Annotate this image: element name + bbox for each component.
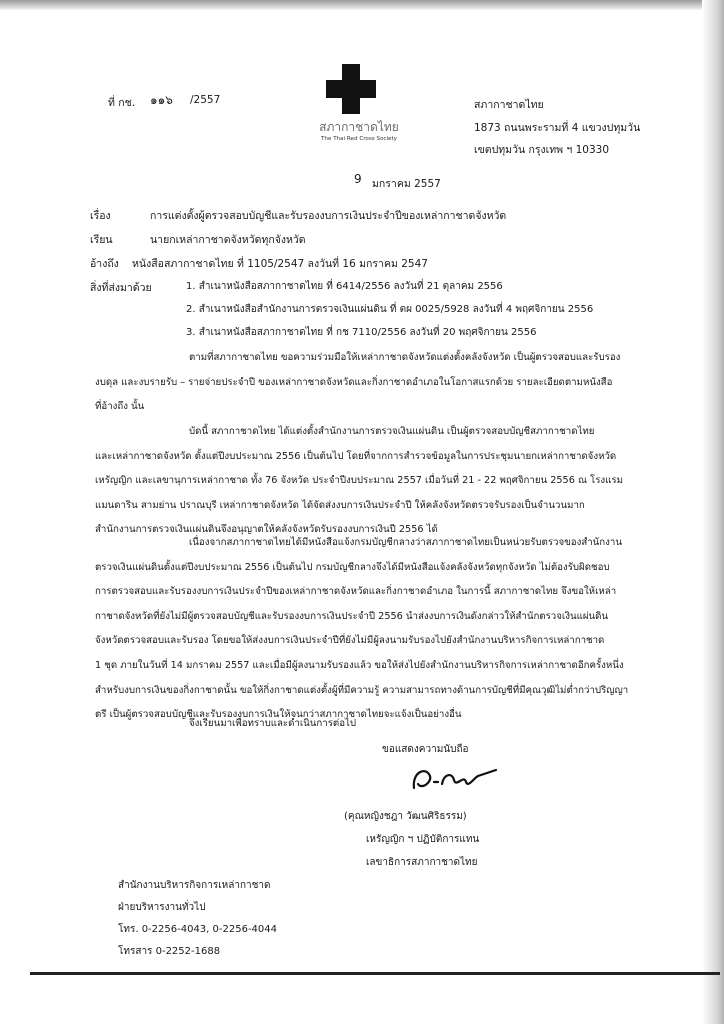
enclosure-item: 3. สำเนาหนังสือสภากาชาดไทย ที่ กช 7110/2556 ลงวันที่ 20 พฤศจิกายน 2556 [186, 327, 537, 338]
signer-name: (คุณหญิงชฎา วัฒนศิริธรรม) [344, 811, 467, 822]
body-line: ตามที่สภากาชาดไทย ขอความร่วมมือให้เหล่ากาชาดจังหวัดแต่งตั้งคลังจังหวัด เป็นผู้ตรวจสอบและรับรอง [189, 352, 621, 363]
to-text: นายกเหล่ากาชาดจังหวัดทุกจังหวัด [150, 234, 306, 246]
body-paragraph-2 [95, 420, 651, 543]
reference-label: ที่ กช. [108, 97, 136, 109]
closing-salutation: ขอแสดงความนับถือ [382, 744, 469, 755]
reference-year: /2557 [190, 94, 221, 106]
body-line: แมนดาริน สามย่าน ปราณบุรี เหล่ากาชาดจังหวัด ได้จัดส่งงบการเงินประจำปี ให้คลังจังหวัดตรวจรับรองเป็นจำนวนมาก [95, 499, 585, 511]
footer-department: สำนักงานบริหารกิจการเหล่ากาชาด [118, 880, 271, 891]
footer-fax: โทรสาร 0-2252-1688 [118, 946, 221, 957]
reference-doc-text: หนังสือสภากาชาดไทย ที่ 1105/2547 ลงวันที่ 16 มกราคม 2547 [132, 258, 428, 270]
thai-red-cross-logo [314, 60, 404, 160]
enclosure-item: 1. สำเนาหนังสือสภากาชาดไทย ที่ 6414/2556 ลงวันที่ 21 ตุลาคม 2556 [186, 281, 503, 292]
body-paragraph-4 [95, 712, 651, 737]
red-cross-icon-bar [326, 80, 376, 98]
org-address-line2: เขตปทุมวัน กรุงเทพ ฯ 10330 [474, 144, 610, 156]
body-line: เนื่องจากสภากาชาดไทยได้มีหนังสือแจ้งกรมบัญชีกลางว่าสภากาชาดไทยเป็นหน่วยรับตรวจของสำนักงาน [189, 537, 622, 548]
org-address-line1: 1873 ถนนพระรามที่ 4 แขวงปทุมวัน [474, 122, 641, 134]
logo-thai-name: สภากาชาดไทย [319, 120, 399, 134]
body-line: ที่อ้างถึง นั้น [95, 401, 145, 413]
reference-doc-label: อ้างถึง [90, 258, 119, 270]
footer-telephone: โทร. 0-2256-4043, 0-2256-4044 [118, 924, 278, 935]
date-month-year: มกราคม 2557 [372, 178, 441, 190]
subject-text: การแต่งตั้งผู้ตรวจสอบบัญชีและรับรองงบการเงินประจำปีของเหล่ากาชาดจังหวัด [150, 210, 507, 222]
body-line: การตรวจสอบและรับรองงบการเงินประจำปีของเหล่ากาชาดจังหวัดและกิ่งกาชาดอำเภอ ในการนี้ สภากาชาดไทย จึงขอให้เหล่า [95, 586, 617, 598]
enclosure-item: 2. สำเนาหนังสือสำนักงานการตรวจเงินแผ่นดิน ที่ ตผ 0025/5928 ลงวันที่ 4 พฤศจิกายน 2556 [186, 304, 594, 315]
body-line: งบดุล และงบรายรับ – รายจ่ายประจำปี ของเหล่ากาชาดจังหวัดและกิ่งกาชาดอำเภอในโอกาสแรกด้วย รายละเอียดตามหนังสือ [95, 376, 613, 388]
enclosures-label: สิ่งที่ส่งมาด้วย [90, 282, 152, 294]
subject-label: เรื่อง [90, 210, 111, 222]
footer-division: ฝ่ายบริหารงานทั่วไป [118, 902, 206, 913]
body-line: กาชาดจังหวัดที่ยังไม่มีผู้ตรวจสอบบัญชีและรับรองงบการเงินประจำปี 2556 นำส่งงบการเงินดังกล่าวให้สำนักตรวจเงินแผ่นดิน [95, 610, 609, 622]
date-day: 9 [354, 172, 362, 186]
logo-english-name: The Thai Red Cross Society [321, 136, 397, 142]
reference-number: ๑๑๖ [150, 93, 173, 107]
body-line: สำหรับงบการเงินของกิ่งกาชาดนั้น ขอให้กิ่งกาชาดแต่งตั้งผู้ที่มีความรู้ ความสามารถทางด้านการบัญชีที่มีคุณวุฒิไม่ต่ำกว่าปริญญา [95, 684, 629, 696]
body-line: เหรัญญิก และเลขานุการเหล่ากาชาด ทั้ง 76 จังหวัด ประจำปีงบประมาณ 2557 เมื่อวันที่ 21 - 22 พฤศจิกายน 2556 ณ โรงแรม [95, 475, 623, 487]
body-line: จังหวัดตรวจสอบและรับรอง โดยขอให้ส่งงบการเงินประจำปีที่ยังไม่มีผู้ลงนามรับรองไปยังสำนักงานบริหารกิจการเหล่ากาชาด [95, 635, 605, 647]
org-name: สภากาชาดไทย [474, 99, 544, 111]
signature-mark [404, 760, 504, 800]
to-label: เรียน [90, 234, 113, 246]
signer-title-1: เหรัญญิก ฯ ปฏิบัติการแทน [366, 834, 480, 845]
body-line: สำนักงานการตรวจเงินแผ่นดินจึงอนุญาตให้คลังจังหวัดรับรองงบการเงินปี 2556 ได้ [95, 524, 438, 536]
scan-edge-right [702, 0, 724, 1024]
body-line: และเหล่ากาชาดจังหวัด ตั้งแต่ปีงบประมาณ 2556 เป็นต้นไป โดยที่จากการสำรวจข้อมูลในการประชุมนายกเหล่ากาชาดจังหวัด [95, 450, 617, 462]
body-paragraph-1 [95, 346, 651, 420]
scan-edge-top [0, 0, 724, 10]
body-line: ตรวจเงินแผ่นดินตั้งแต่ปีงบประมาณ 2556 เป็นต้นไป กรมบัญชีกลางจึงได้มีหนังสือแจ้งคลังจังหวัดทุกจังหวัด ไม่ต้องรับผิดชอบ [95, 561, 610, 573]
body-line: บัดนี้ สภากาชาดไทย ได้แต่งตั้งสำนักงานการตรวจเงินแผ่นดิน เป็นผู้ตรวจสอบบัญชีสภากาชาดไทย [189, 426, 595, 437]
body-line: 1 ชุด ภายในวันที่ 14 มกราคม 2557 และเมื่อมีผู้ลงนามรับรองแล้ว ขอให้ส่งไปยังสำนักงานบริหารกิจการเหล่ากาชาดอีกครั้งหนึ่ง [95, 659, 624, 671]
bottom-rule [30, 972, 720, 975]
body-line: จึงเรียนมาเพื่อทราบและดำเนินการต่อไป [189, 718, 357, 729]
body-paragraph-3 [95, 531, 651, 728]
body-line: ตรี เป็นผู้ตรวจสอบบัญชีและรับรองงบการเงินให้จนกว่าสภากาชาดไทยจะแจ้งเป็นอย่างอื่น [95, 709, 462, 721]
signer-title-2: เลขาธิการสภากาชาดไทย [366, 857, 478, 868]
